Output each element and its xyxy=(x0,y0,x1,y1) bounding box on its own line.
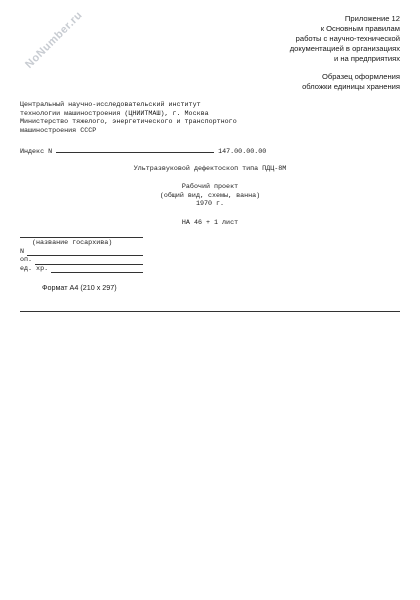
appendix-line: документацией в организациях xyxy=(289,44,400,53)
bottom-divider xyxy=(20,311,400,312)
sheets-count: НА 46 + 1 лист xyxy=(181,219,239,227)
project-block xyxy=(90,183,330,209)
appendix-line: к Основным правилам xyxy=(320,24,400,33)
index-underline xyxy=(56,146,214,153)
institute-block xyxy=(20,101,340,135)
archive-n-row xyxy=(20,248,145,257)
sample-line: обложки единицы хранения xyxy=(302,82,400,91)
archive-name-line xyxy=(20,233,143,238)
institute-line: Центральный научно-исследовательский институт xyxy=(20,101,201,109)
appendix-note xyxy=(220,14,400,64)
archive-n-line xyxy=(27,248,143,256)
archive-unit-row xyxy=(20,265,145,274)
archive-caption: (название госархива) xyxy=(32,239,113,247)
watermark: NoNumber.ru xyxy=(23,9,85,71)
index-label: Индекс N xyxy=(20,148,53,156)
archive-unit-line xyxy=(51,265,143,273)
archive-op-row xyxy=(20,256,145,265)
project-year: 1970 г. xyxy=(195,200,225,209)
institute-line: Министерство тяжелого, энергетического и транспортного xyxy=(20,118,237,127)
sample-caption xyxy=(220,72,400,92)
sample-line: Образец оформления xyxy=(321,72,400,81)
project-type: Рабочий проект xyxy=(181,183,239,191)
device-title: Ультразвуковой дефектоскоп типа ПДЦ-8М xyxy=(133,165,287,173)
archive-unit-label: ед. хр. xyxy=(20,264,49,273)
index-value: 147.00.00.00 xyxy=(218,148,267,156)
archive-op-line xyxy=(35,257,143,265)
archive-n-label: N xyxy=(20,247,25,256)
appendix-line: работы с научно-технической xyxy=(295,34,400,43)
institute-line: машиностроения СССР xyxy=(20,126,97,135)
project-description: (общий вид, схемы, ванна) xyxy=(159,191,261,200)
appendix-line: Приложение 12 xyxy=(344,14,400,23)
format-label: Формат А4 (210 x 297) xyxy=(42,283,117,292)
institute-line: технологии машиностроения (ЦНИИТМАШ), г. Москва xyxy=(20,109,209,118)
index-row xyxy=(20,146,290,157)
appendix-line: и на предприятиях xyxy=(333,54,400,63)
archive-block xyxy=(20,233,145,273)
archive-op-label: оп. xyxy=(20,256,33,265)
